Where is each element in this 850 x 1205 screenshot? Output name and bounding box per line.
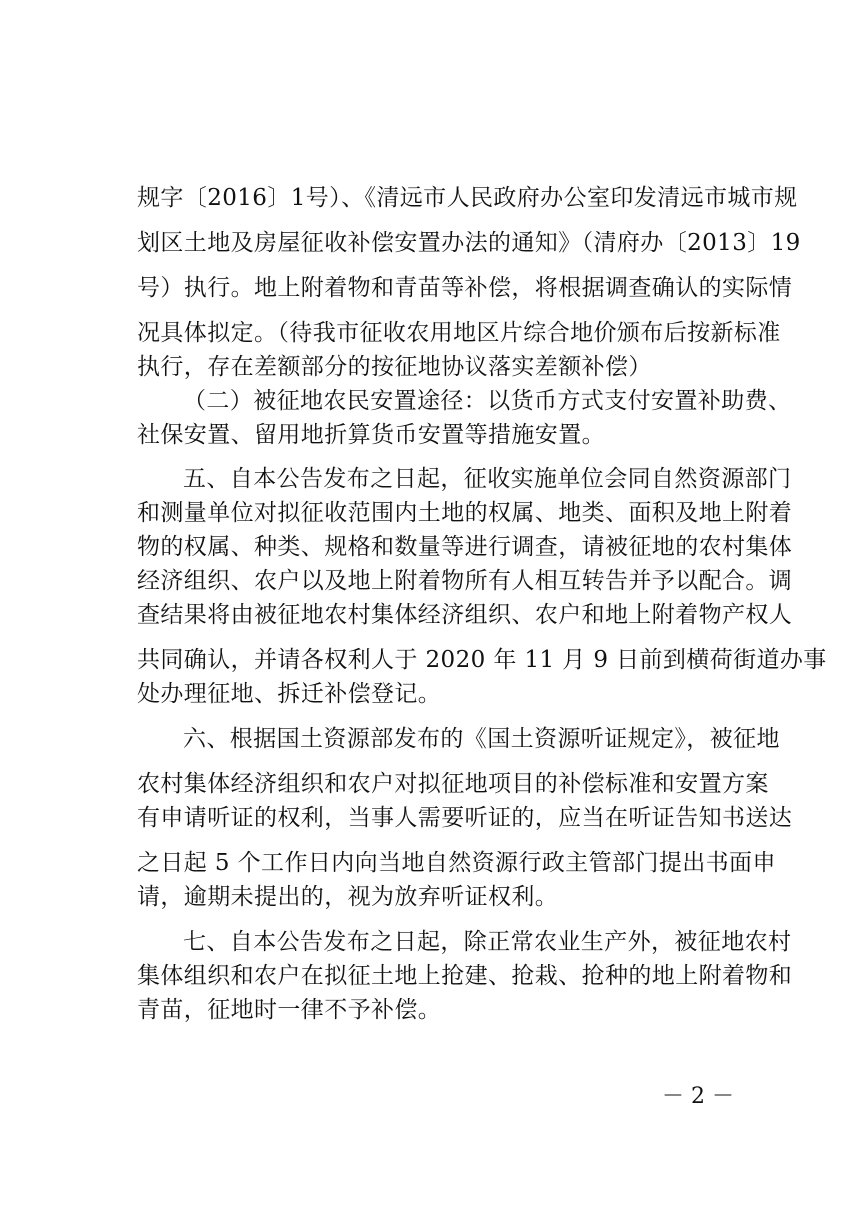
text-line: （二）被征地农民安置途径：以货币方式支付安置补助费、 (183, 388, 792, 414)
text-line: 处办理征地、拆迁补偿登记。 (137, 681, 442, 707)
text-line: 查结果将由被征地农村集体经济组织、农户和地上附着物产权人 (137, 602, 793, 628)
text-line: 物的权属、种类、规格和数量等进行调查，请被征地的农村集体 (137, 534, 793, 560)
page-number: － 2 － (662, 1084, 734, 1109)
text-line: 共同确认，并请各权利人于 2020 年 11 月 9 日前到横荷街道办事 (137, 647, 827, 673)
text-line: 农村集体经济组织和农户对拟征地项目的补偿标准和安置方案 (137, 771, 769, 797)
text-line: 之日起 5 个工作日内向当地自然资源行政主管部门提出书面申 (137, 850, 776, 876)
text-line: 六、根据国土资源部发布的《国土资源听证规定》，被征地 (183, 726, 780, 752)
text-line: 执行，存在差额部分的按征地协议落实差额补偿） (137, 354, 652, 380)
text-line: 请，逾期未提出的，视为放弃听证权利。 (137, 884, 559, 910)
text-line: 和测量单位对拟征收范围内土地的权属、地类、面积及地上附着 (137, 500, 793, 526)
text-line: 五、自本公告发布之日起，征收实施单位会同自然资源部门 (183, 466, 792, 492)
text-line: 经济组织、农户以及地上附着物所有人相互转告并予以配合。调 (137, 568, 793, 594)
text-line: 社保安置、留用地折算货币安置等措施安置。 (137, 422, 605, 448)
text-line: 青苗，征地时一律不予补偿。 (137, 997, 442, 1023)
text-line: 划区土地及房屋征收补偿安置办法的通知》（清府办〔2013〕19 (137, 230, 801, 256)
text-line: 有申请听证的权利，当事人需要听证的，应当在听证告知书送达 (137, 805, 793, 831)
text-line: 号）执行。地上附着物和青苗等补偿，将根据调查确认的实际情 (137, 275, 793, 301)
text-line: 集体组织和农户在拟征土地上抢建、抢栽、抢种的地上附着物和 (137, 963, 793, 989)
text-line: 规字〔2016〕1号）、《清远市人民政府办公室印发清远市城市规 (137, 185, 798, 211)
text-line: 七、自本公告发布之日起，除正常农业生产外，被征地农村 (183, 929, 792, 955)
text-line: 况具体拟定。（待我市征收农用地区片综合地价颁布后按新标准 (137, 320, 781, 346)
